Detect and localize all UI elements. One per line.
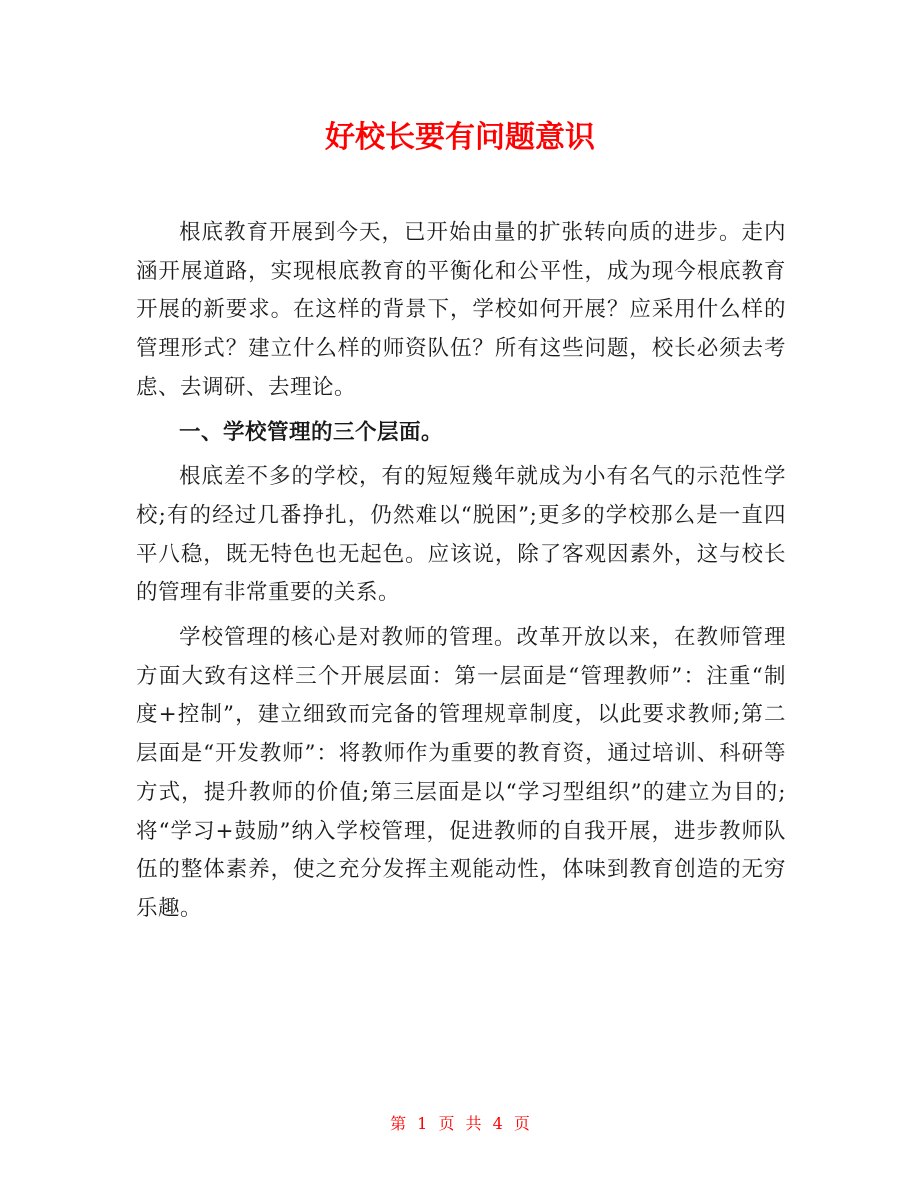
document-body [136,214,786,929]
paragraph-intro: 根底教育开展到今天，已开始由量的扩张转向质的进步。走内涵开展道路，实现根底教育的平衡化和公平性，成为现今根底教育开展的新要求。在这样的背景下，学校如何开展？应采用什么样的管理形式？建立什么样的师资队伍？所有这些问题，校长必须去考虑、去调研、去理论。 [136,220,786,400]
section-heading: 一、学校管理的三个层面。 [179,419,444,445]
paragraph-schools: 根底差不多的学校，有的短短幾年就成为小有名气的示范性学校;有的经过几番挣扎，仍然难以“脱困”;更多的学校那么是一直四平八稳，既无特色也无起色。应该说，除了客观因素外，这与校长的管理有非常重要的关系。 [136,464,786,606]
paragraph-teacher-management: 学校管理的核心是对教师的管理。改革开放以来，在教师管理方面大致有这样三个开展层面：第一层面是“管理教师”：注重“制度+控制”，建立细致而完备的管理规章制度，以此要求教师;第二层面是“开发教师”：将教师作为重要的教育资，通过培训、科研等方式，提升教师的价值;第三层面是以“学习型组织”的建立为目的;将“学习+鼓励”纳入学校管理，促进教师的自我开展，进步教师队伍的整体素养，使之充分发挥主观能动性，体味到教育创造的无穷乐趣。 [136,625,786,921]
page-footer: 第 1 页 共 4 页 [390,1114,530,1133]
page-title: 好校长要有问题意识 [325,120,595,155]
